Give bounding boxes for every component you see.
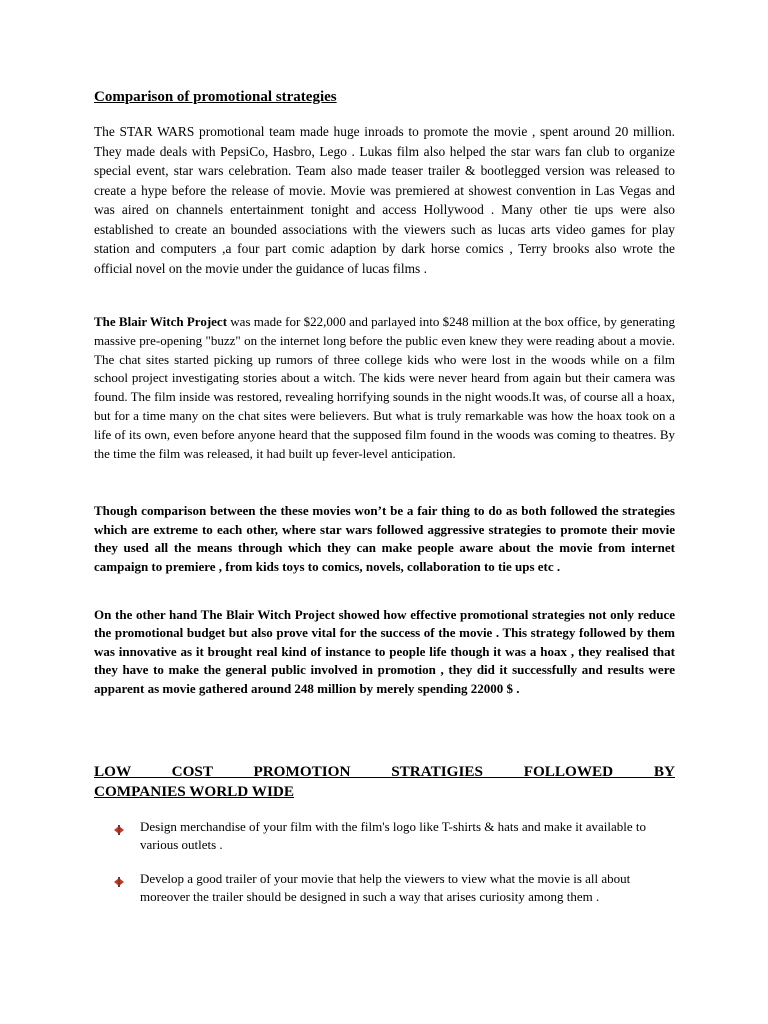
list-item	[110, 870, 675, 905]
page-title: Comparison of promotional strategies	[94, 89, 337, 105]
list-item	[110, 818, 675, 853]
bullet-text: Design merchandise of your film with the film's logo like T-shirts & hats and make it available to various outlets .	[140, 819, 646, 852]
paragraph-comparison: Though comparison between the these movies won’t be a fair thing to do as both followed the strategies which are extreme to each other, where star wars followed aggressive strategies to promote their movie they used all the means through which they can make people aware about the movie from internet campaign to premiere , from kids toys to comics, novels, collaboration to tie ups etc .	[94, 503, 675, 574]
section-heading	[94, 762, 675, 801]
bullet-arrow-icon	[114, 874, 124, 884]
blair-witch-text: was made for $22,000 and parlayed into $248 million at the box office, by generating massive pre-opening "buzz" on the internet long before the public even knew they were reading about a movie. The chat sites started picking up rumors of three college kids who were lost in the woods while on a film school project investigating stories about a witch. The kids were never heard from again but their camera was found. The film inside was restored, revealing horrifying sounds in the night woods.It was, of course all a hoax, but for a time many on the chat sites were believers. But what is truly remarkable was how the hoax took on a life of its own, even before anyone heard that the supposed film found in the woods was coming to theatres. By the time the film was released, it had built up fever-level anticipation.	[94, 314, 675, 461]
blair-witch-title: The Blair Witch Project	[94, 314, 228, 329]
section-heading-line2: COMPANIES WORLD WIDE	[94, 782, 294, 800]
section-heading-line1: LOW COST PROMOTION STRATIGIES FOLLOWED BY	[94, 763, 675, 780]
bullet-arrow-icon	[114, 822, 124, 832]
bullet-list	[110, 818, 675, 922]
paragraph-star-wars: The STAR WARS promotional team made huge inroads to promote the movie , spent around 20 million. They made deals with PepsiCo, Hasbro, Lego . Lukas film also helped the star wars fan club to organize special event, star wars celebration. Team also made teaser trailer & bootlegged version was released to create a hype before the release of movie. Movie was premiered at showest convention in Las Vegas and was aired on channels entertainment tonight and access Hollywood . Many other tie ups were also established to create an bounded associations with the viewers such as lucas arts video games for play station and computers ,a four part comic adaption by dark horse comics , Terry brooks also wrote the official novel on the movie under the guidance of lucas films .	[94, 124, 675, 276]
bullet-text: Develop a good trailer of your movie that help the viewers to view what the movie is all about moreover the trailer should be designed in such a way that arises curiosity among them .	[140, 871, 631, 904]
paragraph-other-hand: On the other hand The Blair Witch Project showed how effective promotional strategies not only reduce the promotional budget but also prove vital for the success of the movie . This strategy followed by them was innovative as it brought real kind of instance to people life though it was a hoax , they realised that they have to make the general public involved in promotion , they did it successfully and results were apparent as movie gathered around 248 million by merely spending 22000 $ .	[94, 607, 675, 696]
paragraph-blair-witch	[94, 313, 675, 463]
